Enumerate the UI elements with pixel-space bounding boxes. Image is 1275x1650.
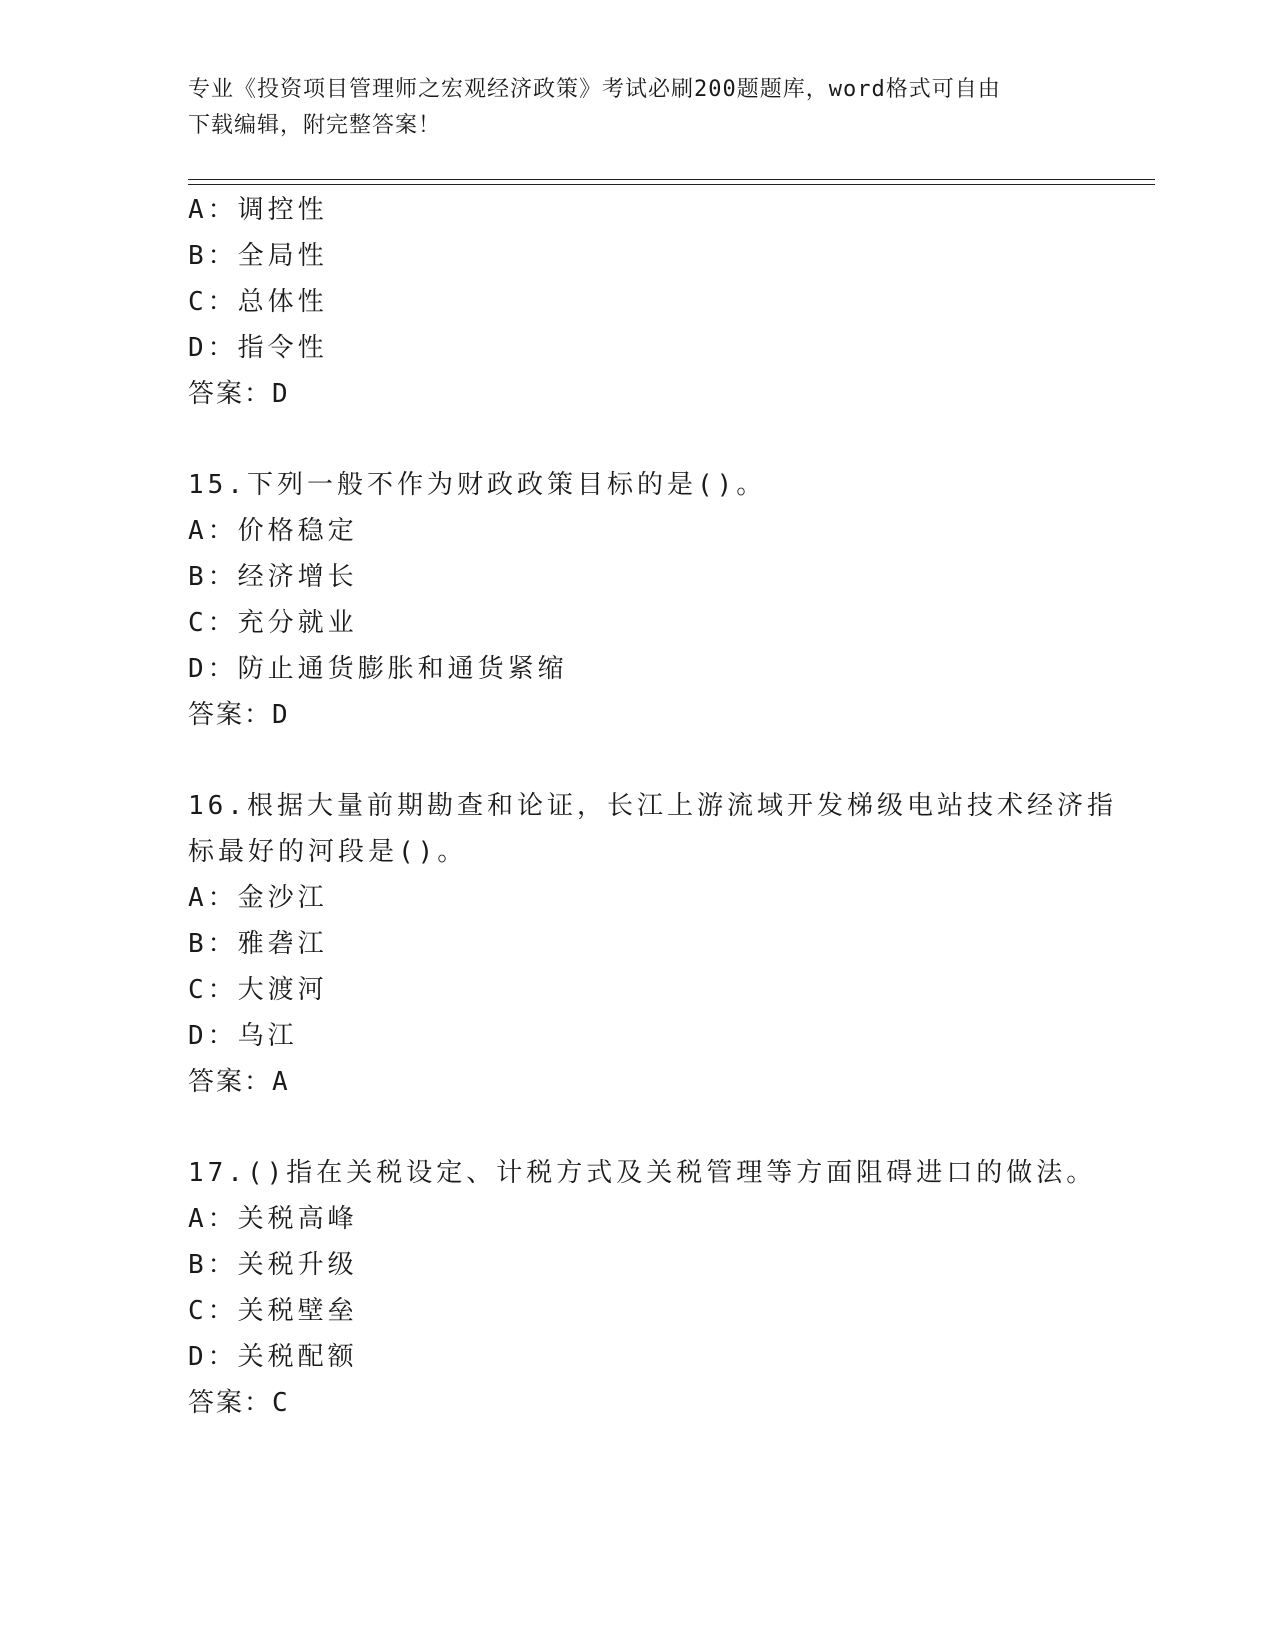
option-a: A：价格稳定 — [188, 516, 358, 546]
header-divider-bottom — [188, 184, 1155, 185]
question-content — [188, 187, 1118, 1426]
question-15-block — [188, 462, 1118, 738]
option-d: D：乌江 — [188, 1021, 298, 1051]
answer-line: 答案：D — [188, 379, 290, 409]
option-d: D：指令性 — [188, 333, 328, 363]
question-16-block — [188, 783, 1118, 1105]
option-b: B：全局性 — [188, 241, 328, 271]
header-line-1: 专业《投资项目管理师之宏观经济政策》考试必刷200题题库，word格式可自由 — [188, 77, 1001, 102]
option-c: C：总体性 — [188, 287, 328, 317]
question-stem-line-2: 标最好的河段是()。 — [188, 837, 468, 867]
question-17-block — [188, 1150, 1118, 1426]
question-stem: 15.下列一般不作为财政政策目标的是()。 — [188, 470, 767, 500]
answer-line: 答案：A — [188, 1067, 290, 1097]
answer-line: 答案：D — [188, 700, 290, 730]
option-c: C：充分就业 — [188, 608, 358, 638]
question-14-block — [188, 187, 1118, 417]
question-stem: 17.()指在关税设定、计税方式及关税管理等方面阻碍进口的做法。 — [188, 1158, 1097, 1188]
option-c: C：关税壁垒 — [188, 1296, 358, 1326]
option-a: A：调控性 — [188, 195, 328, 225]
header-divider-top — [188, 179, 1155, 180]
answer-line: 答案：C — [188, 1388, 290, 1418]
option-a: A：关税高峰 — [188, 1204, 358, 1234]
option-d: D：防止通货膨胀和通货紧缩 — [188, 654, 568, 684]
question-stem-line-1: 16.根据大量前期勘查和论证，长江上游流域开发梯级电站技术经济指 — [188, 791, 1117, 821]
option-b: B：经济增长 — [188, 562, 358, 592]
document-header — [188, 72, 1068, 144]
option-b: B：雅砻江 — [188, 929, 328, 959]
option-a: A：金沙江 — [188, 883, 328, 913]
header-line-2: 下载编辑，附完整答案！ — [188, 113, 442, 138]
option-d: D：关税配额 — [188, 1342, 358, 1372]
option-c: C：大渡河 — [188, 975, 328, 1005]
option-b: B：关税升级 — [188, 1250, 358, 1280]
